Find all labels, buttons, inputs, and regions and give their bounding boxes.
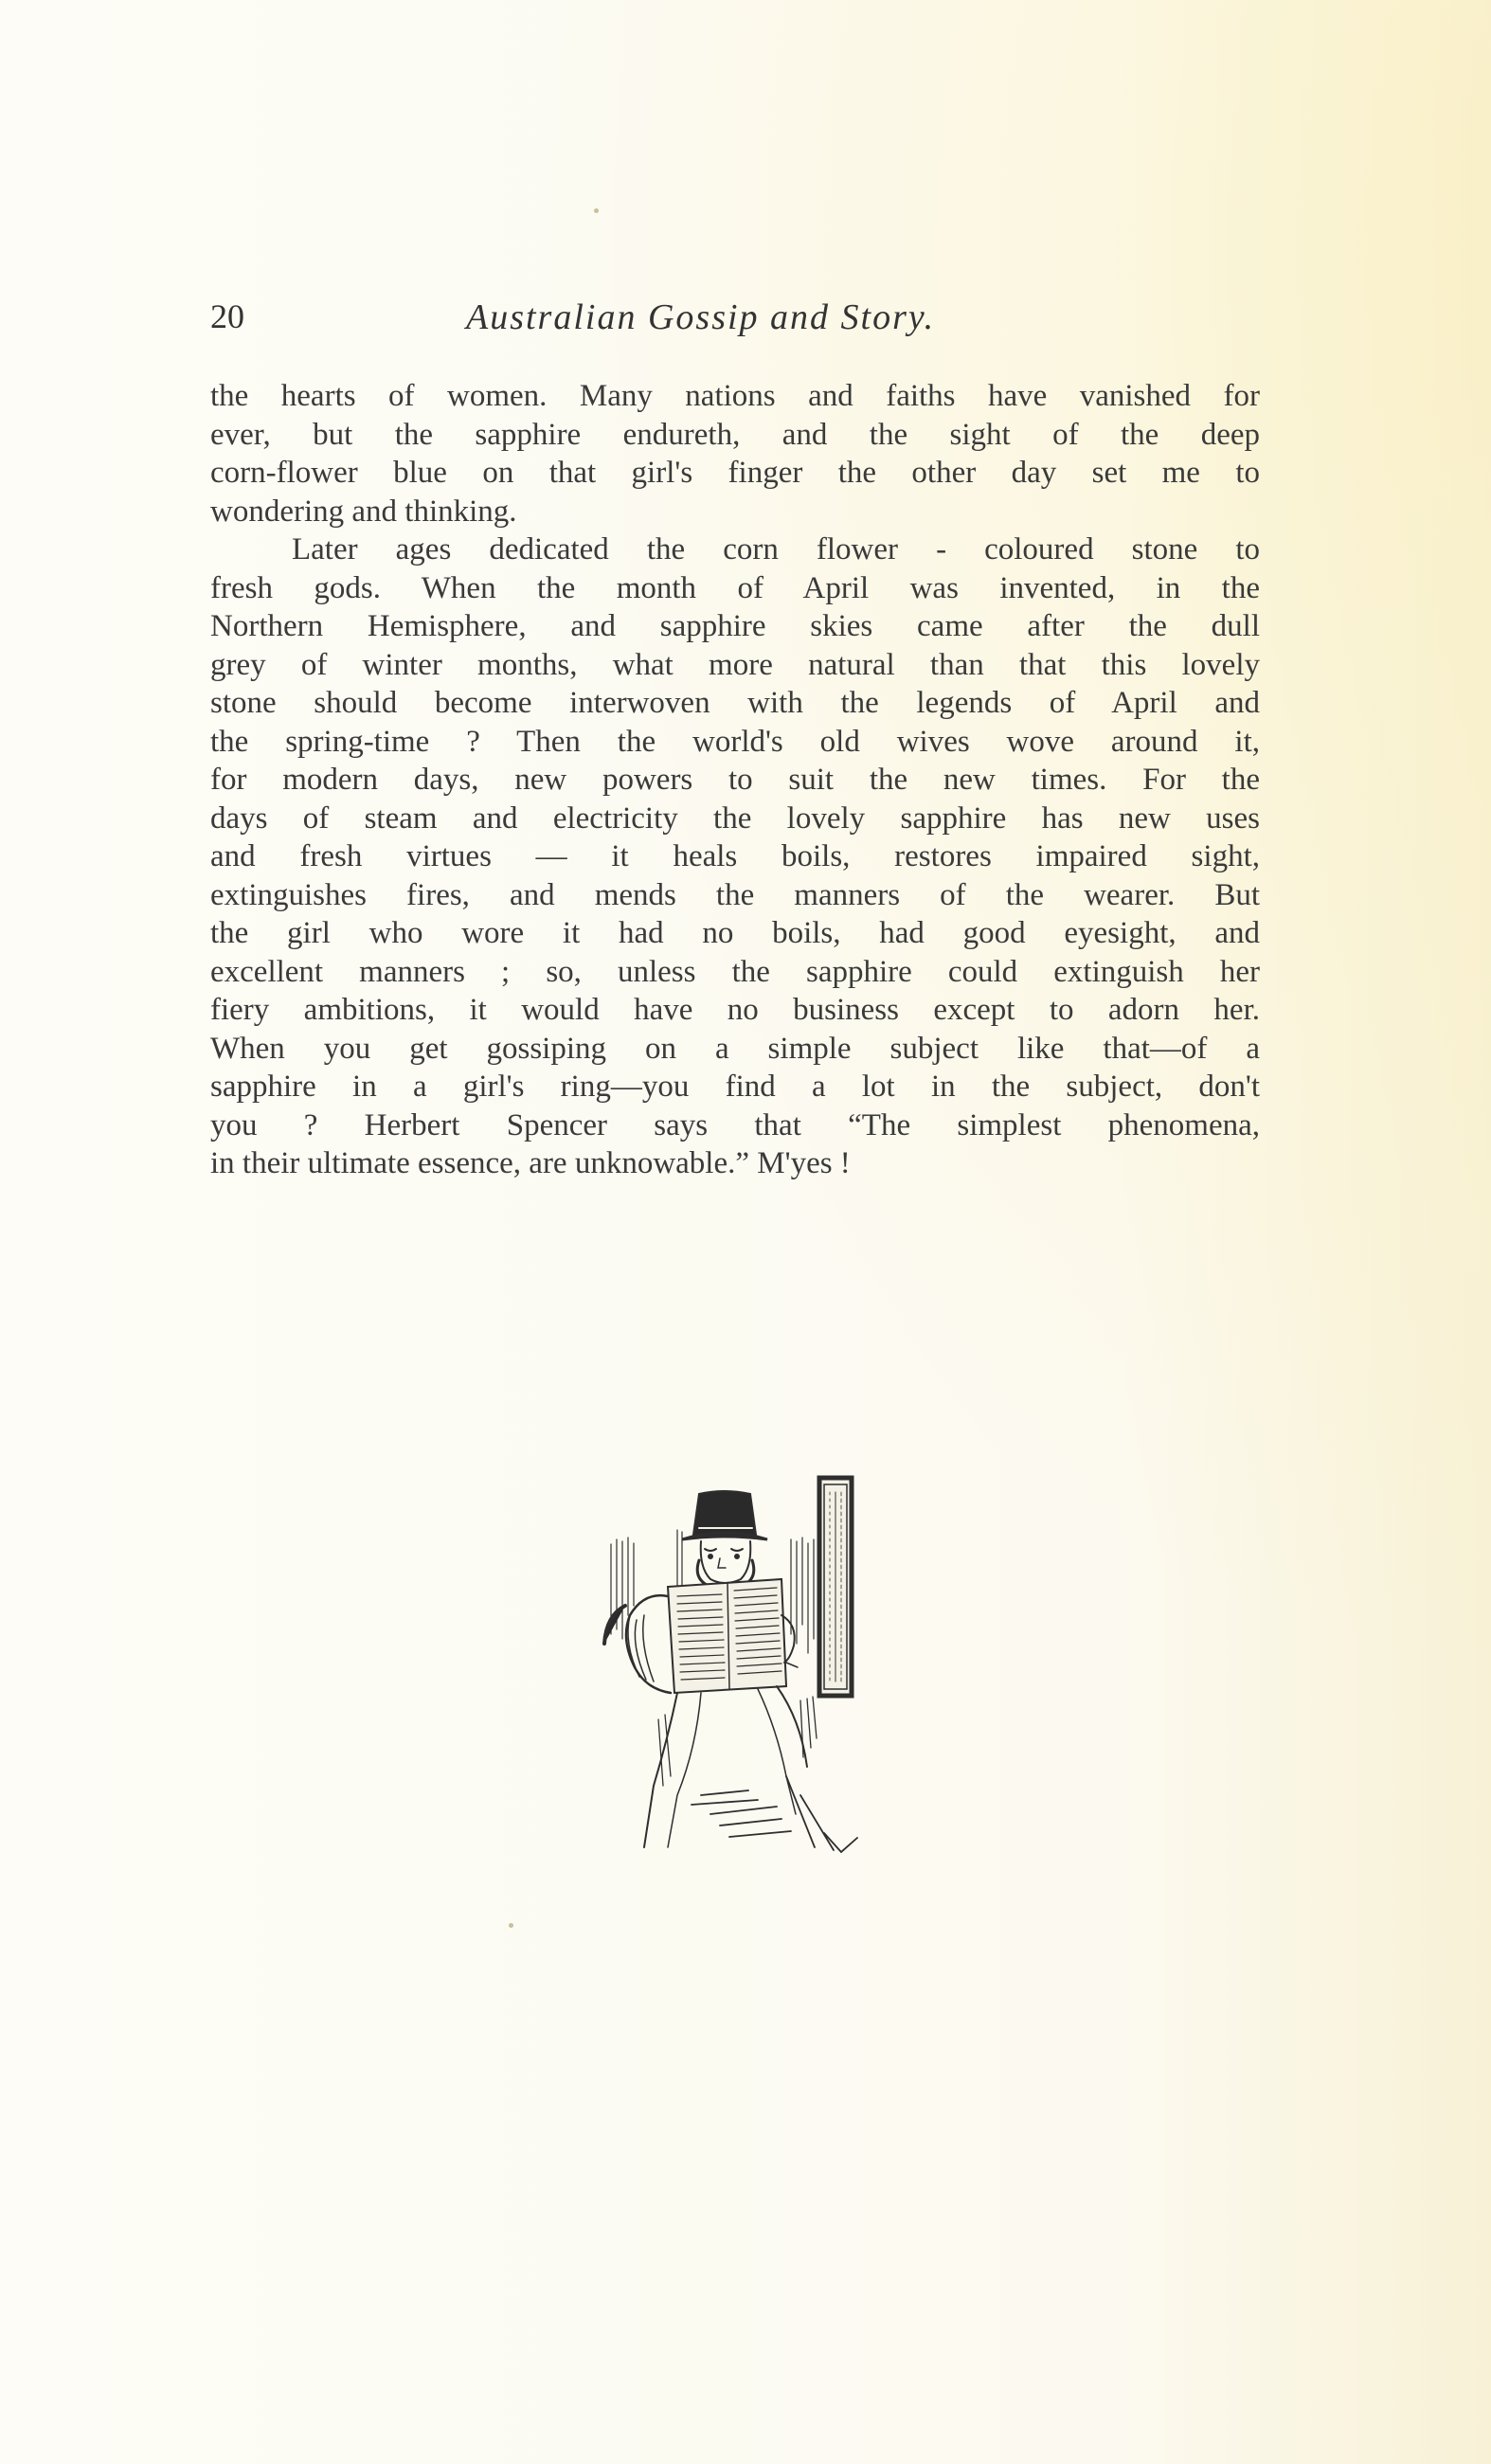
page-header [210,297,1260,344]
page-number: 20 [210,297,244,335]
text-line: the hearts of women. Many nations and faiths have vanished for [210,379,1260,413]
text-line: Northern Hemisphere, and sapphire skies came after the dull [210,609,1260,643]
running-title: Australian Gossip and Story. [466,297,936,337]
text-line: the spring-time ? Then the world's old wives wove around it, [210,724,1260,759]
text-line: extinguishes fires, and mends the manners of the wearer. But [210,877,1260,912]
text-line: in their ultimate essence, are unknowable.” M'yes ! [210,1146,851,1180]
text-line: grey of winter months, what more natural than that this lovely [210,647,1260,682]
text-line: When you get gossiping on a simple subject like that—of a [210,1031,1260,1066]
text-line: days of steam and electricity the lovely sapphire has new uses [210,800,1260,836]
text-line: for modern days, new powers to suit the new times. For the [210,763,1260,797]
man-reading-newspaper-illustration [587,1473,890,1861]
text-line: excellent manners ; so, unless the sapphire could extinguish her [210,954,1260,989]
text-line: the girl who wore it had no boils, had good eyesight, and [210,916,1260,950]
text-line: Later ages dedicated the corn flower - coloured stone to [292,532,1260,567]
text-line: wondering and thinking. [210,494,517,529]
body-text [210,377,1260,1183]
paper-speck [594,208,599,213]
text-line: corn-flower blue on that girl's finger the other day set me to [210,456,1260,490]
text-line: ever, but the sapphire endureth, and the sight of the deep [210,417,1260,452]
text-line: and fresh virtues — it heals boils, restores impaired sight, [210,839,1260,873]
text-line: fiery ambitions, it would have no business except to adorn her. [210,993,1260,1027]
text-line: fresh gods. When the month of April was invented, in the [210,570,1260,605]
paper-speck [509,1923,513,1928]
text-line: sapphire in a girl's ring—you find a lot in the subject, don't [210,1070,1260,1104]
text-line: you ? Herbert Spencer says that “The simplest phenomena, [210,1107,1260,1142]
text-line: stone should become interwoven with the legends of April and [210,686,1260,720]
